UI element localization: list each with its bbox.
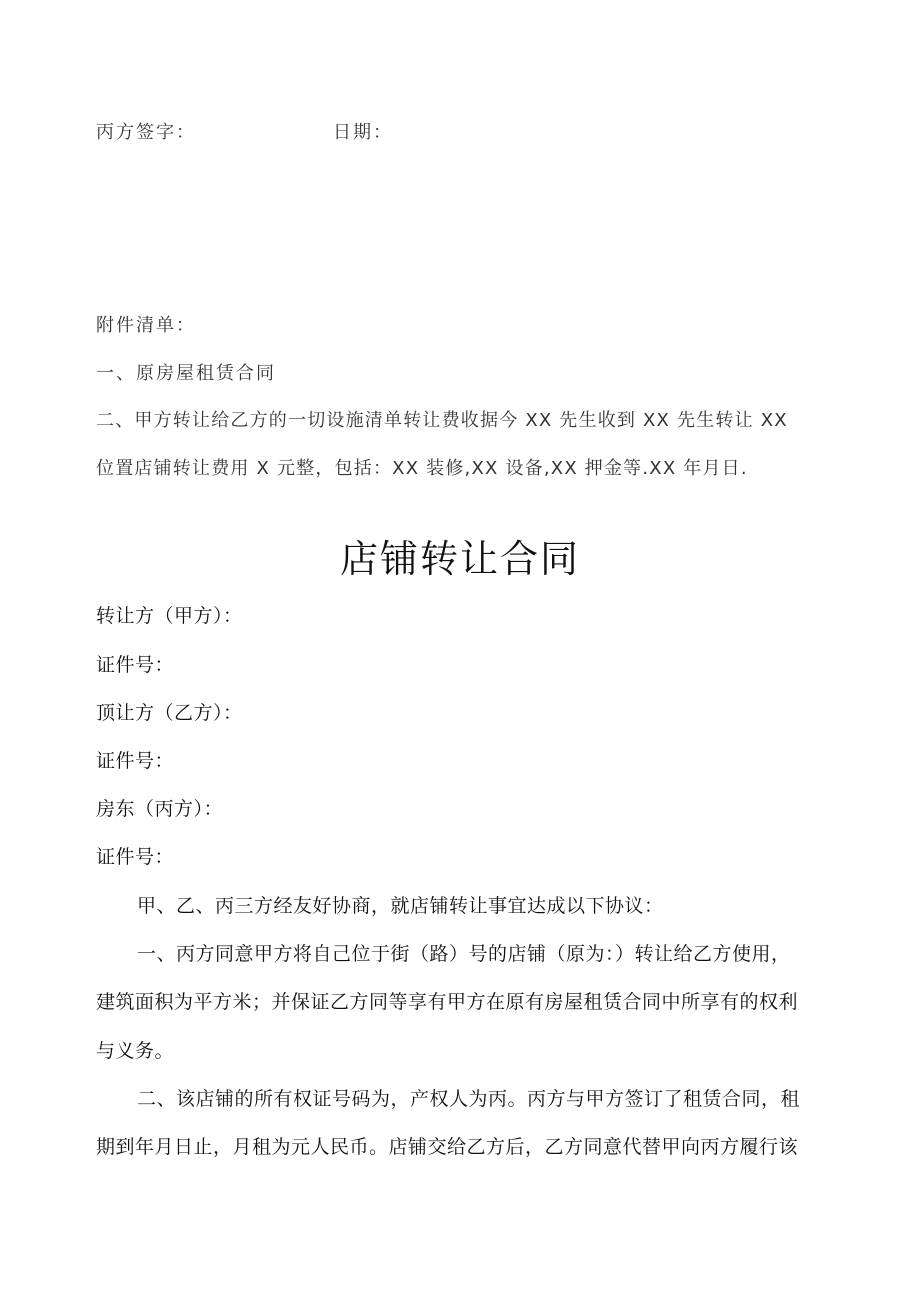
transferor-label: 转让方（甲方）： (96, 605, 243, 627)
clause-1-line-1: 一、丙方同意甲方将自己位于街（路）号的店铺（原为：）转让给乙方使用， (137, 943, 791, 965)
attachment-item-2-line-1: 二、甲方转让给乙方的一切设施清单转让费收据今 XX 先生收到 XX 先生转让 XX (96, 410, 788, 431)
date-label: 日期： (333, 122, 393, 143)
clause-2-line-1: 二、该店铺的所有权证号码为，产权人为丙。丙方与甲方签订了租赁合同，租 (137, 1088, 801, 1110)
contract-title: 店铺转让合同 (339, 537, 580, 581)
attachment-item-2-line-2: 位置店铺转让费用 X 元整，包括：XX 装修,XX 设备,XX 押金等.XX 年月日. (96, 458, 748, 479)
landlord-id-label: 证件号： (96, 846, 175, 868)
transferee-id-label: 证件号： (96, 750, 175, 772)
signature-block (96, 121, 196, 145)
clause-2-line-2: 期到年月日止，月租为元人民币。店铺交给乙方后，乙方同意代替甲向丙方履行该 (96, 1136, 799, 1158)
preamble: 甲、乙、丙三方经友好协商，就店铺转让事宜达成以下协议： (137, 895, 664, 917)
party-c-signature-label: 丙方签字： (96, 122, 196, 143)
transferor-id-label: 证件号： (96, 654, 175, 676)
clause-1-line-2: 建筑面积为平方米；并保证乙方同等享有甲方在原有房屋租赁合同中所享有的权利 (96, 991, 799, 1013)
attachments-heading: 附件清单： (96, 315, 196, 336)
attachment-item-1: 一、原房屋租赁合同 (96, 363, 276, 384)
clause-1-line-3: 与义务。 (96, 1040, 175, 1062)
landlord-label: 房东（丙方）： (96, 798, 224, 820)
transferee-label: 顶让方（乙方）： (96, 702, 243, 724)
